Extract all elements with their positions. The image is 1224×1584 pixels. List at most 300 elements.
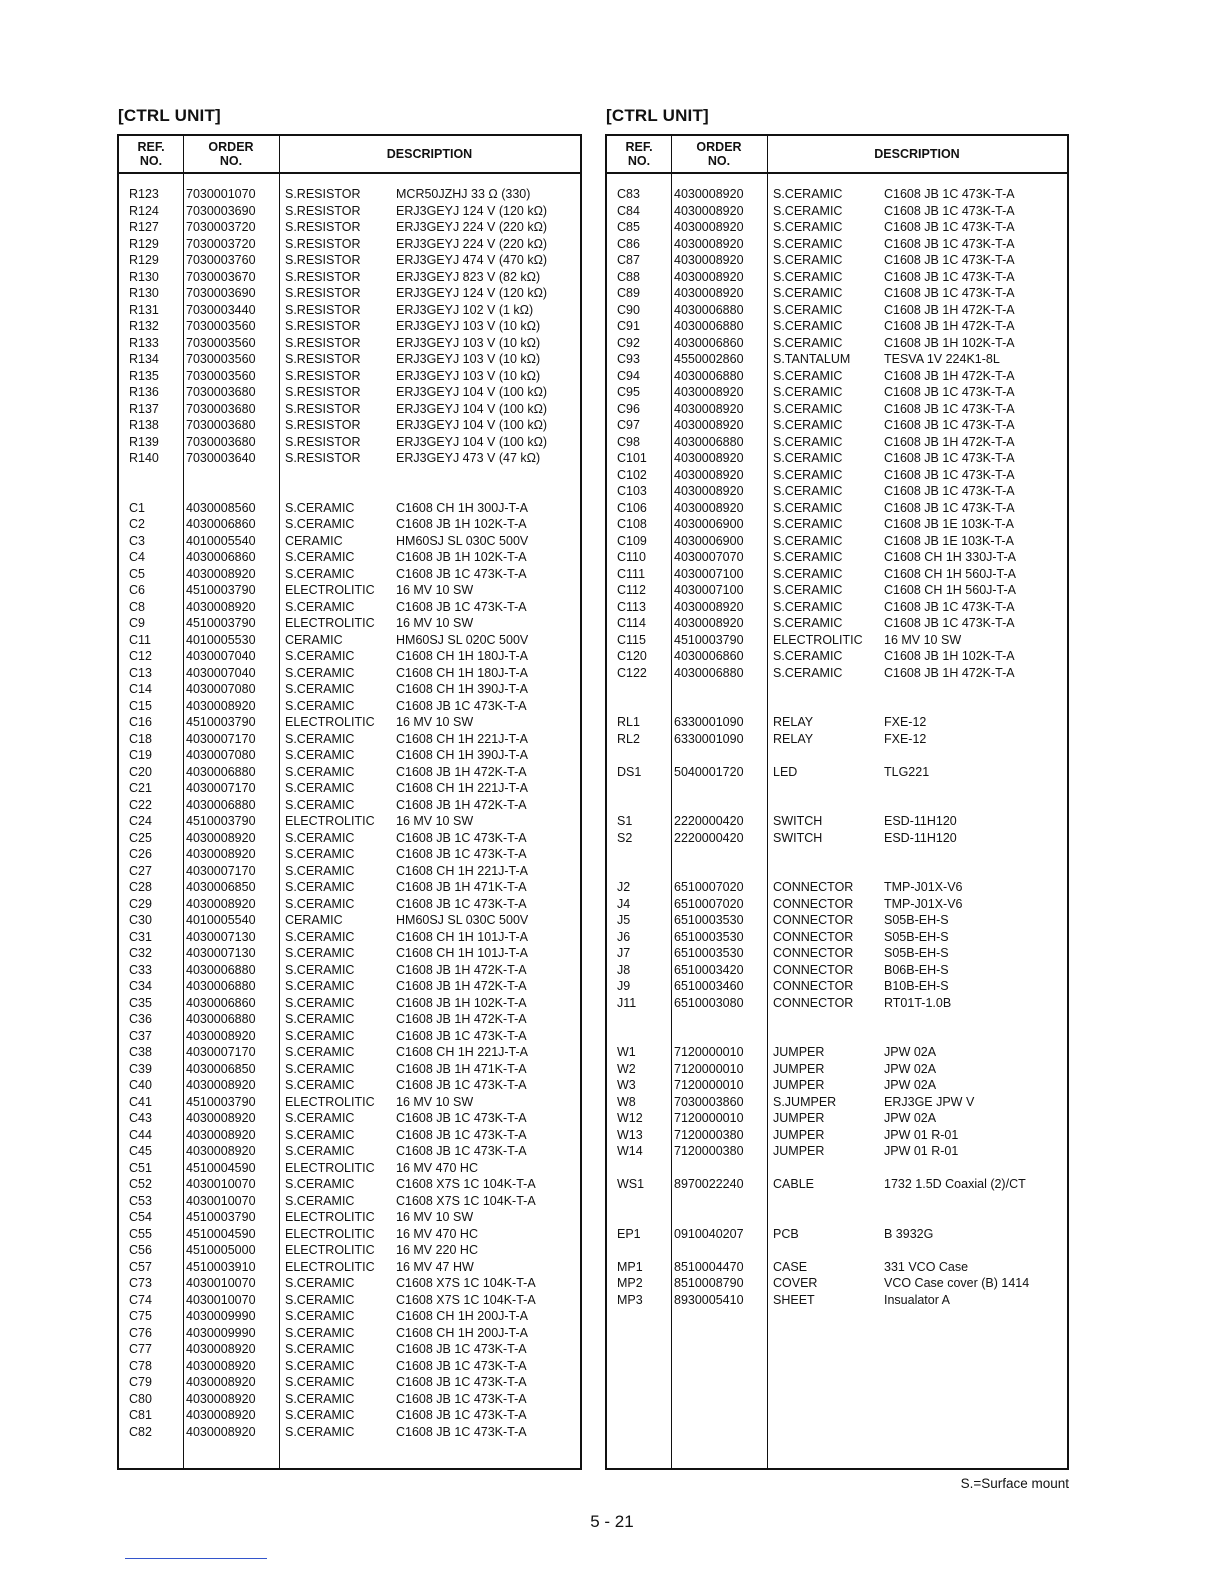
- ref-no-cell: C111: [617, 566, 646, 581]
- ref-no-cell: C88: [617, 269, 640, 284]
- part-type-cell: RELAY: [773, 731, 814, 746]
- order-no-cell: 4510003790: [186, 583, 256, 597]
- part-type-cell: S.CERAMIC: [285, 1078, 355, 1092]
- order-no-cell: 4510003790: [674, 632, 744, 647]
- part-spec-cell: S05B-EH-S: [884, 946, 949, 960]
- table-row: [119, 1259, 580, 1276]
- ref-no-cell: J11: [617, 995, 637, 1010]
- table-row: [607, 698, 1067, 715]
- ref-no-cell: C93: [617, 352, 640, 366]
- ref-no-cell: R123: [129, 187, 159, 201]
- table-row: [119, 500, 580, 517]
- order-no-cell: 7030003640: [186, 451, 256, 465]
- part-type-cell: S.RESISTOR: [285, 302, 361, 317]
- ref-no-cell: C28: [129, 880, 152, 894]
- part-spec-cell: C1608 JB 1H 102K-T-A: [396, 517, 527, 531]
- part-type-cell: S.CERAMIC: [285, 1391, 355, 1406]
- order-no-cell: 7030003680: [186, 418, 256, 432]
- order-no-cell: 4030006880: [674, 319, 744, 333]
- table-row: [119, 252, 580, 269]
- ref-no-cell: C82: [129, 1424, 152, 1439]
- part-type-cell: S.CERAMIC: [773, 434, 843, 449]
- order-no-cell: 7120000010: [674, 1078, 744, 1092]
- ref-no-cell: R135: [129, 368, 159, 383]
- part-spec-cell: C1608 JB 1C 473K-T-A: [396, 1408, 527, 1422]
- part-spec-cell: C1608 JB 1C 473K-T-A: [884, 484, 1015, 498]
- part-spec-cell: JPW 01 R-01: [884, 1144, 959, 1158]
- ref-no-cell: C51: [129, 1160, 152, 1175]
- ref-no-cell: C38: [129, 1045, 152, 1059]
- ref-no-cell: C32: [129, 946, 152, 960]
- part-type-cell: S.CERAMIC: [285, 1424, 355, 1439]
- table-row: [607, 450, 1067, 467]
- order-no-cell: 4030007170: [186, 781, 256, 795]
- part-type-cell: S.CERAMIC: [285, 698, 355, 713]
- order-no-cell: 4030008920: [186, 847, 256, 861]
- part-type-cell: S.CERAMIC: [285, 764, 355, 779]
- part-spec-cell: ERJ3GEYJ 103 V (10 kΩ): [396, 335, 541, 350]
- order-no-cell: 4030010070: [186, 1276, 256, 1290]
- table-row: [607, 368, 1067, 385]
- table-row: [119, 632, 580, 649]
- part-type-cell: S.RESISTOR: [285, 253, 361, 267]
- part-spec-cell: 16 MV 470 HC: [396, 1160, 478, 1175]
- part-type-cell: CONNECTOR: [773, 896, 854, 911]
- ref-no-cell: J8: [617, 962, 631, 977]
- part-type-cell: S.CERAMIC: [773, 253, 843, 267]
- table-row: [119, 615, 580, 632]
- part-spec-cell: C1608 JB 1H 472K-T-A: [884, 434, 1015, 449]
- ref-no-cell: C101: [617, 451, 647, 465]
- table-row: [607, 747, 1067, 764]
- part-type-cell: CASE: [773, 1259, 808, 1274]
- part-spec-cell: JPW 02A: [884, 1111, 937, 1125]
- part-spec-cell: C1608 CH 1H 390J-T-A: [396, 748, 529, 762]
- ref-no-cell: C86: [617, 236, 640, 251]
- table-row: [607, 764, 1067, 781]
- part-type-cell: S.RESISTOR: [285, 286, 361, 300]
- part-spec-cell: C1608 JB 1H 472K-T-A: [396, 764, 527, 779]
- table-row: [607, 665, 1067, 682]
- ref-no-cell: C22: [129, 797, 152, 812]
- part-type-cell: CONNECTOR: [773, 880, 854, 894]
- ref-no-cell: R127: [129, 220, 159, 234]
- order-no-cell: 4030008920: [674, 220, 744, 234]
- part-type-cell: S.CERAMIC: [285, 1177, 355, 1191]
- order-no-cell: 4510004590: [186, 1226, 256, 1241]
- ref-no-cell: S2: [617, 830, 633, 845]
- part-spec-cell: 16 MV 47 HW: [396, 1259, 474, 1274]
- part-type-cell: S.CERAMIC: [285, 599, 355, 614]
- table-row: [119, 1110, 580, 1127]
- order-no-cell: 4030006860: [674, 649, 744, 663]
- order-no-cell: 4030010070: [186, 1177, 256, 1191]
- ref-no-cell: R133: [129, 335, 159, 350]
- ref-no-cell: C98: [617, 434, 640, 449]
- ref-no-cell: C43: [129, 1111, 152, 1125]
- order-no-cell: 6330001090: [674, 715, 744, 729]
- table-row: [607, 1077, 1067, 1094]
- table-row: [119, 1391, 580, 1408]
- table-row: [119, 203, 580, 220]
- ref-no-cell: C84: [617, 203, 640, 218]
- part-spec-cell: C1608 JB 1C 473K-T-A: [884, 451, 1015, 465]
- part-spec-cell: TESVA 1V 224K1-8L: [884, 352, 1000, 366]
- part-type-cell: S.CERAMIC: [285, 863, 355, 878]
- table-row: [119, 912, 580, 929]
- part-spec-cell: C1608 CH 1H 390J-T-A: [396, 682, 529, 696]
- part-type-cell: ELECTROLITIC: [285, 814, 375, 828]
- left-table-header: [119, 136, 580, 174]
- right-table-header: [607, 136, 1067, 174]
- ref-no-cell: C11: [129, 632, 152, 647]
- part-type-cell: ELECTROLITIC: [285, 1160, 375, 1175]
- table-row: [119, 302, 580, 319]
- ref-no-cell: W1: [617, 1045, 636, 1059]
- part-type-cell: CABLE: [773, 1177, 814, 1191]
- part-type-cell: JUMPER: [773, 1061, 825, 1076]
- part-spec-cell: C1608 CH 1H 180J-T-A: [396, 649, 529, 663]
- part-spec-cell: ERJ3GEYJ 103 V (10 kΩ): [396, 352, 541, 366]
- order-no-cell: 6510003530: [674, 929, 744, 944]
- part-spec-cell: C1608 JB 1C 473K-T-A: [884, 253, 1015, 267]
- ref-no-cell: C37: [129, 1028, 152, 1043]
- order-no-cell: 4030008920: [674, 385, 744, 399]
- part-spec-cell: JPW 02A: [884, 1078, 937, 1092]
- order-no-cell: 7030003680: [186, 401, 256, 416]
- part-type-cell: CONNECTOR: [773, 913, 854, 927]
- ref-no-cell: C26: [129, 847, 152, 861]
- order-no-cell: 7030003760: [186, 253, 256, 267]
- part-spec-cell: C1608 JB 1C 473K-T-A: [884, 599, 1015, 614]
- order-no-cell: 0910040207: [674, 1226, 744, 1241]
- ref-no-cell: C108: [617, 517, 647, 531]
- ref-no-cell: RL2: [617, 731, 640, 746]
- part-spec-cell: C1608 JB 1H 472K-T-A: [396, 979, 527, 993]
- part-spec-cell: C1608 JB 1C 473K-T-A: [396, 1424, 527, 1439]
- part-type-cell: S.CERAMIC: [285, 1028, 355, 1043]
- ref-no-cell: C89: [617, 286, 640, 300]
- ref-no-cell: C97: [617, 418, 640, 432]
- order-no-cell: 4030007080: [186, 682, 256, 696]
- part-spec-cell: C1608 JB 1C 473K-T-A: [396, 698, 527, 713]
- ref-no-cell: C31: [129, 929, 152, 944]
- order-no-cell: 4030006850: [186, 1061, 256, 1076]
- ref-no-cell: R132: [129, 319, 159, 333]
- order-no-cell: 4030008920: [674, 187, 744, 201]
- table-row: [607, 1110, 1067, 1127]
- ref-no-cell: C106: [617, 500, 647, 515]
- order-no-cell: 7030003560: [186, 368, 256, 383]
- order-no-cell: 4510005000: [186, 1243, 256, 1257]
- part-type-cell: JUMPER: [773, 1078, 825, 1092]
- order-no-cell: 4030008920: [674, 401, 744, 416]
- part-spec-cell: C1608 JB 1H 472K-T-A: [396, 1012, 527, 1026]
- table-row: [119, 401, 580, 418]
- order-no-cell: 4510003790: [186, 715, 256, 729]
- ref-no-cell: C5: [129, 566, 145, 581]
- table-row: [119, 995, 580, 1012]
- order-no-cell: 4030008920: [674, 467, 744, 482]
- table-row: [119, 582, 580, 599]
- header-order-no: ORDER NO.: [696, 140, 742, 168]
- order-no-cell: 4030008920: [186, 1391, 256, 1406]
- part-spec-cell: ERJ3GEYJ 224 V (220 kΩ): [396, 236, 548, 251]
- table-row: [119, 1242, 580, 1259]
- table-row: [607, 483, 1067, 500]
- part-spec-cell: 16 MV 10 SW: [396, 583, 474, 597]
- part-spec-cell: C1608 CH 1H 221J-T-A: [396, 1045, 529, 1059]
- order-no-cell: 6510003080: [674, 995, 744, 1010]
- table-row: [607, 896, 1067, 913]
- part-spec-cell: ERJ3GEYJ 103 V (10 kΩ): [396, 368, 541, 383]
- ref-no-cell: C102: [617, 467, 647, 482]
- table-row: [607, 434, 1067, 451]
- part-spec-cell: 16 MV 470 HC: [396, 1226, 478, 1241]
- part-type-cell: ELECTROLITIC: [285, 1210, 375, 1224]
- part-type-cell: S.RESISTOR: [285, 319, 361, 333]
- table-row: [119, 929, 580, 946]
- table-row: [607, 1292, 1067, 1309]
- ref-no-cell: C8: [129, 599, 145, 614]
- table-row: [119, 1358, 580, 1375]
- part-type-cell: S.CERAMIC: [773, 599, 843, 614]
- ref-no-cell: J2: [617, 880, 631, 894]
- order-no-cell: 4030008920: [186, 1375, 256, 1389]
- order-no-cell: 7030003680: [186, 434, 256, 449]
- part-type-cell: S.CERAMIC: [285, 1358, 355, 1373]
- part-type-cell: S.RESISTOR: [285, 203, 361, 218]
- table-row: [119, 599, 580, 616]
- table-row: [607, 219, 1067, 236]
- table-row: [607, 1094, 1067, 1111]
- table-row: [607, 203, 1067, 220]
- order-no-cell: 8970022240: [674, 1177, 744, 1191]
- part-type-cell: S.CERAMIC: [773, 616, 843, 630]
- header-description: DESCRIPTION: [874, 147, 960, 161]
- part-spec-cell: ERJ3GEYJ 474 V (470 kΩ): [396, 253, 548, 267]
- part-spec-cell: JPW 02A: [884, 1061, 937, 1076]
- table-row: [607, 879, 1067, 896]
- table-row: [119, 533, 580, 550]
- order-no-cell: 4030007130: [186, 929, 256, 944]
- part-type-cell: S.CERAMIC: [285, 995, 355, 1010]
- ref-no-cell: R137: [129, 401, 159, 416]
- order-no-cell: 4510004590: [186, 1160, 256, 1175]
- table-row: [119, 1424, 580, 1441]
- part-spec-cell: 331 VCO Case: [884, 1259, 969, 1274]
- ref-no-cell: J6: [617, 929, 631, 944]
- part-spec-cell: ERJ3GEYJ 823 V (82 kΩ): [396, 269, 541, 284]
- part-spec-cell: ERJ3GEYJ 104 V (100 kΩ): [396, 385, 548, 399]
- ref-no-cell: C4: [129, 550, 145, 564]
- ref-no-cell: C29: [129, 896, 152, 911]
- order-no-cell: 6330001090: [674, 731, 744, 746]
- table-row: [119, 285, 580, 302]
- table-row: [119, 516, 580, 533]
- part-type-cell: ELECTROLITIC: [285, 1094, 375, 1109]
- table-row: [119, 731, 580, 748]
- part-type-cell: JUMPER: [773, 1144, 825, 1158]
- order-no-cell: 7030003560: [186, 352, 256, 366]
- part-spec-cell: B06B-EH-S: [884, 962, 949, 977]
- table-row: [119, 269, 580, 286]
- ref-no-cell: C45: [129, 1144, 152, 1158]
- ref-no-cell: C3: [129, 533, 145, 548]
- part-spec-cell: C1608 CH 1H 300J-T-A: [396, 500, 529, 515]
- part-type-cell: RELAY: [773, 715, 814, 729]
- order-no-cell: 2220000420: [674, 830, 744, 845]
- order-no-cell: 4030007170: [186, 863, 256, 878]
- table-row: [607, 582, 1067, 599]
- table-row: [607, 945, 1067, 962]
- table-row: [607, 285, 1067, 302]
- part-type-cell: CONNECTOR: [773, 946, 854, 960]
- order-no-cell: 4030008920: [186, 1111, 256, 1125]
- part-spec-cell: C1608 X7S 1C 104K-T-A: [396, 1193, 536, 1208]
- order-no-cell: 4030010070: [186, 1292, 256, 1307]
- table-row: [119, 1308, 580, 1325]
- order-no-cell: 4030006860: [186, 517, 256, 531]
- ref-no-cell: C52: [129, 1177, 152, 1191]
- table-row: [607, 384, 1067, 401]
- part-type-cell: COVER: [773, 1276, 818, 1290]
- part-type-cell: S.CERAMIC: [285, 748, 355, 762]
- part-spec-cell: HM60SJ SL 030C 500V: [396, 533, 529, 548]
- order-no-cell: 7120000380: [674, 1127, 744, 1142]
- table-row: [119, 681, 580, 698]
- order-no-cell: 4030006880: [674, 665, 744, 680]
- part-spec-cell: C1608 JB 1E 103K-T-A: [884, 533, 1014, 548]
- order-no-cell: 4030007040: [186, 665, 256, 680]
- part-type-cell: JUMPER: [773, 1045, 825, 1059]
- ref-no-cell: R138: [129, 418, 159, 432]
- part-spec-cell: C1608 JB 1H 102K-T-A: [396, 550, 527, 564]
- part-type-cell: S.CERAMIC: [285, 781, 355, 795]
- ref-no-cell: C77: [129, 1342, 152, 1356]
- part-spec-cell: 16 MV 10 SW: [396, 1094, 474, 1109]
- part-type-cell: PCB: [773, 1226, 799, 1241]
- table-row: [607, 467, 1067, 484]
- ref-no-cell: C9: [129, 616, 145, 630]
- table-row: [607, 566, 1067, 583]
- ref-no-cell: C34: [129, 979, 152, 993]
- part-type-cell: S.CERAMIC: [285, 830, 355, 845]
- table-row: [119, 665, 580, 682]
- order-no-cell: 7120000010: [674, 1045, 744, 1059]
- part-type-cell: S.CERAMIC: [285, 1292, 355, 1307]
- part-spec-cell: C1608 JB 1C 473K-T-A: [884, 187, 1015, 201]
- table-row: [607, 714, 1067, 731]
- table-row: [119, 830, 580, 847]
- ref-no-cell: W3: [617, 1078, 636, 1092]
- part-type-cell: S.TANTALUM: [773, 352, 851, 366]
- part-spec-cell: C1608 JB 1H 472K-T-A: [884, 319, 1015, 333]
- part-type-cell: SWITCH: [773, 814, 823, 828]
- part-spec-cell: 16 MV 220 HC: [396, 1243, 478, 1257]
- part-type-cell: S.CERAMIC: [285, 731, 355, 746]
- ref-no-cell: C20: [129, 764, 152, 779]
- ref-no-cell: C85: [617, 220, 640, 234]
- table-row: [607, 1242, 1067, 1259]
- table-row: [119, 863, 580, 880]
- header-order-no: ORDER NO.: [208, 140, 254, 168]
- ref-no-cell: C112: [617, 583, 646, 597]
- part-spec-cell: B 3932G: [884, 1226, 934, 1241]
- part-type-cell: S.RESISTOR: [285, 269, 361, 284]
- part-spec-cell: C1608 JB 1C 473K-T-A: [396, 1127, 527, 1142]
- order-no-cell: 7030003690: [186, 203, 256, 218]
- ref-no-cell: C115: [617, 632, 646, 647]
- part-spec-cell: Insualator A: [884, 1292, 951, 1307]
- ref-no-cell: C19: [129, 748, 152, 762]
- table-row: [607, 599, 1067, 616]
- table-row: [119, 945, 580, 962]
- table-row: [119, 1325, 580, 1342]
- part-type-cell: S.CERAMIC: [285, 797, 355, 812]
- table-row: [119, 1341, 580, 1358]
- ref-no-cell: C114: [617, 616, 646, 630]
- part-type-cell: S.CERAMIC: [773, 302, 843, 317]
- table-row: [119, 1061, 580, 1078]
- part-spec-cell: C1608 JB 1C 473K-T-A: [396, 847, 527, 861]
- order-no-cell: 4030007040: [186, 649, 256, 663]
- part-spec-cell: C1608 JB 1C 473K-T-A: [884, 418, 1015, 432]
- ref-no-cell: C78: [129, 1358, 152, 1373]
- part-spec-cell: TMP-J01X-V6: [884, 880, 963, 894]
- table-row: [607, 401, 1067, 418]
- part-type-cell: S.CERAMIC: [285, 1111, 355, 1125]
- part-type-cell: S.CERAMIC: [285, 1193, 355, 1208]
- ref-no-cell: C92: [617, 335, 640, 350]
- order-no-cell: 6510007020: [674, 880, 744, 894]
- part-spec-cell: C1608 JB 1H 472K-T-A: [884, 302, 1015, 317]
- part-type-cell: CERAMIC: [285, 533, 343, 548]
- order-no-cell: 2220000420: [674, 814, 744, 828]
- part-spec-cell: RT01T-1.0B: [884, 995, 952, 1010]
- ref-no-cell: C80: [129, 1391, 152, 1406]
- order-no-cell: 4030008920: [186, 1028, 256, 1043]
- part-spec-cell: ERJ3GEYJ 224 V (220 kΩ): [396, 220, 548, 234]
- part-type-cell: S.CERAMIC: [285, 1012, 355, 1026]
- ref-no-cell: C110: [617, 550, 646, 564]
- order-no-cell: 4030007100: [674, 583, 744, 597]
- part-spec-cell: HM60SJ SL 020C 500V: [396, 632, 529, 647]
- ref-no-cell: C109: [617, 533, 647, 548]
- order-no-cell: 4030006880: [186, 962, 256, 977]
- table-row: [607, 1160, 1067, 1177]
- order-no-cell: 7030003720: [186, 220, 256, 234]
- part-type-cell: S.CERAMIC: [773, 583, 843, 597]
- part-spec-cell: ERJ3GEYJ 104 V (100 kΩ): [396, 401, 548, 416]
- part-type-cell: S.CERAMIC: [773, 187, 843, 201]
- table-row: [119, 335, 580, 352]
- part-type-cell: S.CERAMIC: [285, 1325, 355, 1340]
- order-no-cell: 8510008790: [674, 1276, 744, 1290]
- part-spec-cell: ERJ3GEYJ 103 V (10 kΩ): [396, 319, 541, 333]
- order-no-cell: 4030009990: [186, 1309, 256, 1323]
- part-type-cell: S.CERAMIC: [285, 962, 355, 977]
- order-no-cell: 7030001070: [186, 187, 256, 201]
- ref-no-cell: R139: [129, 434, 159, 449]
- part-spec-cell: C1608 JB 1C 473K-T-A: [396, 1028, 527, 1043]
- part-type-cell: SWITCH: [773, 830, 823, 845]
- part-spec-cell: C1608 CH 1H 101J-T-A: [396, 946, 529, 960]
- table-row: [119, 978, 580, 995]
- part-spec-cell: C1608 JB 1C 473K-T-A: [884, 286, 1015, 300]
- part-type-cell: S.CERAMIC: [773, 550, 843, 564]
- part-spec-cell: FXE-12: [884, 715, 927, 729]
